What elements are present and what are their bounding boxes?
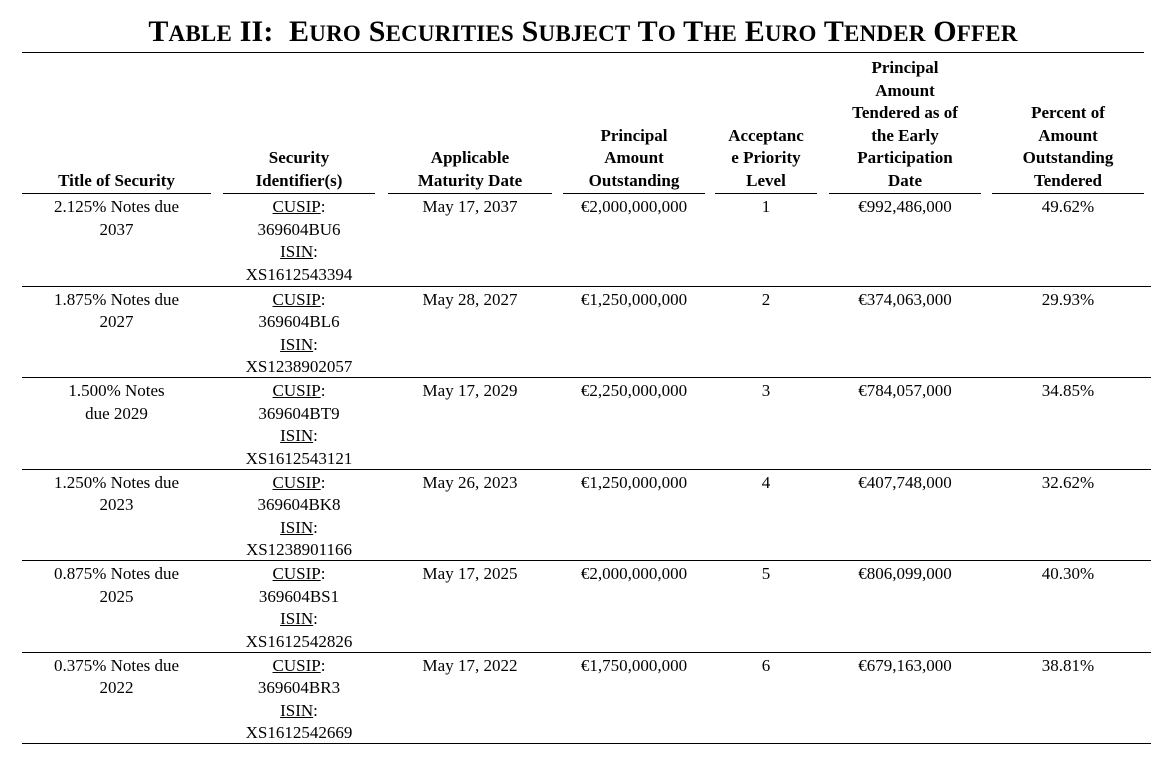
amount-tendered: €784,057,000	[858, 381, 952, 400]
header-line: Level	[746, 170, 786, 190]
header-line: Outstanding	[588, 170, 680, 190]
amount-tendered: €374,063,000	[858, 289, 952, 309]
cusip-label-line: CUSIP:	[272, 655, 326, 675]
security-identifiers	[223, 563, 375, 653]
security-identifiers	[223, 196, 375, 286]
security-title	[22, 289, 211, 334]
cusip-label-line: CUSIP:	[272, 381, 326, 400]
amount-outstanding: €1,750,000,000	[580, 655, 688, 675]
maturity-date: May 17, 2025	[422, 564, 518, 583]
security-identifiers	[223, 655, 375, 745]
maturity-date: May 17, 2022	[422, 655, 518, 675]
header-text	[22, 170, 211, 193]
header-line: Principal	[600, 125, 668, 145]
cusip-label: CUSIP	[272, 564, 321, 583]
security-title-line: 2027	[99, 312, 134, 331]
header-text	[223, 147, 375, 192]
table-body	[22, 194, 1151, 744]
cusip-label: CUSIP	[272, 289, 321, 309]
header-line: Applicable	[430, 148, 510, 167]
isin-label: ISIN	[280, 426, 314, 445]
isin-label: ISIN	[280, 517, 314, 537]
amount-outstanding: €1,250,000,000	[580, 472, 688, 492]
isin-label-line: ISIN:	[280, 700, 318, 720]
priority-level: 5	[761, 564, 771, 583]
header-line: Title of Security	[58, 170, 175, 190]
header-line: Acceptanc	[728, 125, 804, 145]
amount-outstanding: €2,250,000,000	[580, 381, 688, 400]
table-row	[22, 560, 1151, 652]
security-title-line: 2037	[99, 219, 134, 239]
cusip-label-line: CUSIP:	[272, 564, 326, 583]
security-title-line: 2022	[99, 678, 134, 697]
security-title	[22, 563, 211, 608]
amount-tendered: €806,099,000	[858, 564, 952, 583]
cusip-value: 369604BR3	[257, 678, 341, 697]
security-title	[22, 472, 211, 517]
header-text	[829, 57, 981, 192]
security-title-line: 1.500% Notes	[68, 381, 165, 400]
isin-value: XS1238901166	[245, 540, 353, 559]
security-title-line: 2023	[99, 495, 134, 514]
cusip-label-line: CUSIP:	[272, 472, 326, 492]
priority-level: 2	[761, 289, 771, 309]
header-line: Amount	[1038, 125, 1098, 145]
header-text	[388, 147, 552, 192]
header-line: Maturity Date	[417, 170, 523, 190]
header-text	[715, 125, 817, 193]
priority-level: 6	[761, 655, 771, 675]
security-title-line: 1.875% Notes due	[53, 289, 180, 309]
maturity-date: May 17, 2029	[422, 381, 518, 400]
priority-level: 3	[761, 381, 771, 400]
cusip-label: CUSIP	[272, 655, 321, 675]
header-security-identifiers	[223, 147, 375, 192]
header-text	[563, 125, 705, 193]
security-title-line: 2.125% Notes due	[53, 197, 180, 216]
isin-value: XS1612542826	[245, 631, 353, 651]
percent-tendered: 32.62%	[1041, 472, 1095, 492]
header-percent-tendered	[992, 102, 1144, 192]
priority-level: 1	[761, 197, 771, 216]
table-header-row	[22, 58, 1151, 192]
maturity-date: May 17, 2037	[422, 197, 518, 216]
priority-level: 4	[761, 472, 771, 492]
cusip-label-line: CUSIP:	[272, 289, 326, 309]
cusip-label-line: CUSIP:	[272, 197, 326, 216]
isin-label: ISIN	[280, 242, 314, 261]
security-title-line: 1.250% Notes due	[53, 472, 180, 492]
isin-label: ISIN	[280, 700, 314, 720]
isin-label-line: ISIN:	[280, 242, 318, 261]
table-row	[22, 286, 1151, 378]
cusip-label: CUSIP	[272, 381, 321, 400]
isin-value: XS1238902057	[245, 357, 353, 376]
header-acceptance-priority-level	[715, 125, 817, 193]
header-title-of-security	[22, 170, 211, 193]
header-line: the Early	[871, 125, 939, 145]
isin-value: XS1612542669	[245, 723, 353, 742]
security-title-line: 2025	[99, 586, 134, 606]
title-rule	[22, 52, 1144, 53]
table-title: TABLE II: EURO SECURITIES SUBJECT TO THE EURO TENDER OFFER	[148, 15, 1018, 48]
table-row	[22, 377, 1151, 469]
amount-outstanding: €2,000,000,000	[580, 564, 688, 583]
header-line: Tendered as of	[852, 103, 958, 122]
header-text	[992, 102, 1144, 192]
amount-tendered: €679,163,000	[858, 655, 952, 675]
isin-value: XS1612543121	[245, 448, 353, 468]
header-line: Outstanding	[1022, 148, 1114, 167]
table-row	[22, 469, 1151, 561]
security-title	[22, 655, 211, 700]
maturity-date: May 28, 2027	[422, 289, 518, 309]
amount-outstanding: €2,000,000,000	[580, 197, 688, 216]
percent-tendered: 38.81%	[1041, 655, 1095, 675]
security-title-line: 0.375% Notes due	[53, 655, 180, 675]
header-line: Percent of	[1031, 103, 1105, 122]
cusip-label: CUSIP	[272, 472, 321, 492]
header-line: Identifier(s)	[255, 170, 343, 190]
cusip-value: 369604BS1	[258, 586, 340, 606]
cusip-value: 369604BL6	[258, 312, 340, 331]
header-line: Amount	[604, 148, 664, 167]
isin-label-line: ISIN:	[280, 334, 318, 354]
isin-value: XS1612543394	[245, 264, 353, 284]
percent-tendered: 40.30%	[1041, 564, 1095, 583]
security-title	[22, 380, 211, 425]
percent-tendered: 29.93%	[1041, 289, 1095, 309]
table-row	[22, 194, 1151, 286]
header-line: Date	[888, 170, 922, 190]
security-identifiers	[223, 472, 375, 562]
header-applicable-maturity-date	[388, 147, 552, 192]
header-line: Participation	[857, 148, 953, 167]
header-line: Amount	[875, 80, 935, 100]
cusip-label: CUSIP	[272, 197, 321, 216]
cusip-value: 369604BU6	[257, 219, 341, 239]
amount-outstanding: €1,250,000,000	[580, 289, 688, 309]
amount-tendered: €992,486,000	[858, 197, 952, 216]
header-line: Tendered	[1033, 170, 1103, 190]
cusip-value: 369604BT9	[258, 403, 340, 423]
maturity-date: May 26, 2023	[422, 472, 518, 492]
security-identifiers	[223, 289, 375, 379]
table-row	[22, 652, 1151, 744]
header-line: Security	[268, 148, 330, 167]
securities-table	[22, 58, 1151, 744]
isin-label: ISIN	[280, 609, 314, 628]
isin-label-line: ISIN:	[280, 609, 318, 628]
isin-label-line: ISIN:	[280, 426, 318, 445]
security-title	[22, 196, 211, 241]
amount-tendered: €407,748,000	[858, 472, 952, 492]
header-principal-amount-outstanding	[563, 125, 705, 193]
security-title-line: 0.875% Notes due	[53, 564, 180, 583]
percent-tendered: 49.62%	[1041, 197, 1095, 216]
security-title-line: due 2029	[85, 403, 148, 423]
security-identifiers	[223, 380, 375, 470]
cusip-value: 369604BK8	[257, 495, 341, 514]
header-principal-amount-tendered	[829, 57, 981, 192]
isin-label-line: ISIN:	[280, 517, 318, 537]
percent-tendered: 34.85%	[1041, 381, 1095, 400]
isin-label: ISIN	[280, 334, 314, 354]
header-line: e Priority	[731, 148, 801, 167]
header-line: Principal	[871, 58, 939, 77]
